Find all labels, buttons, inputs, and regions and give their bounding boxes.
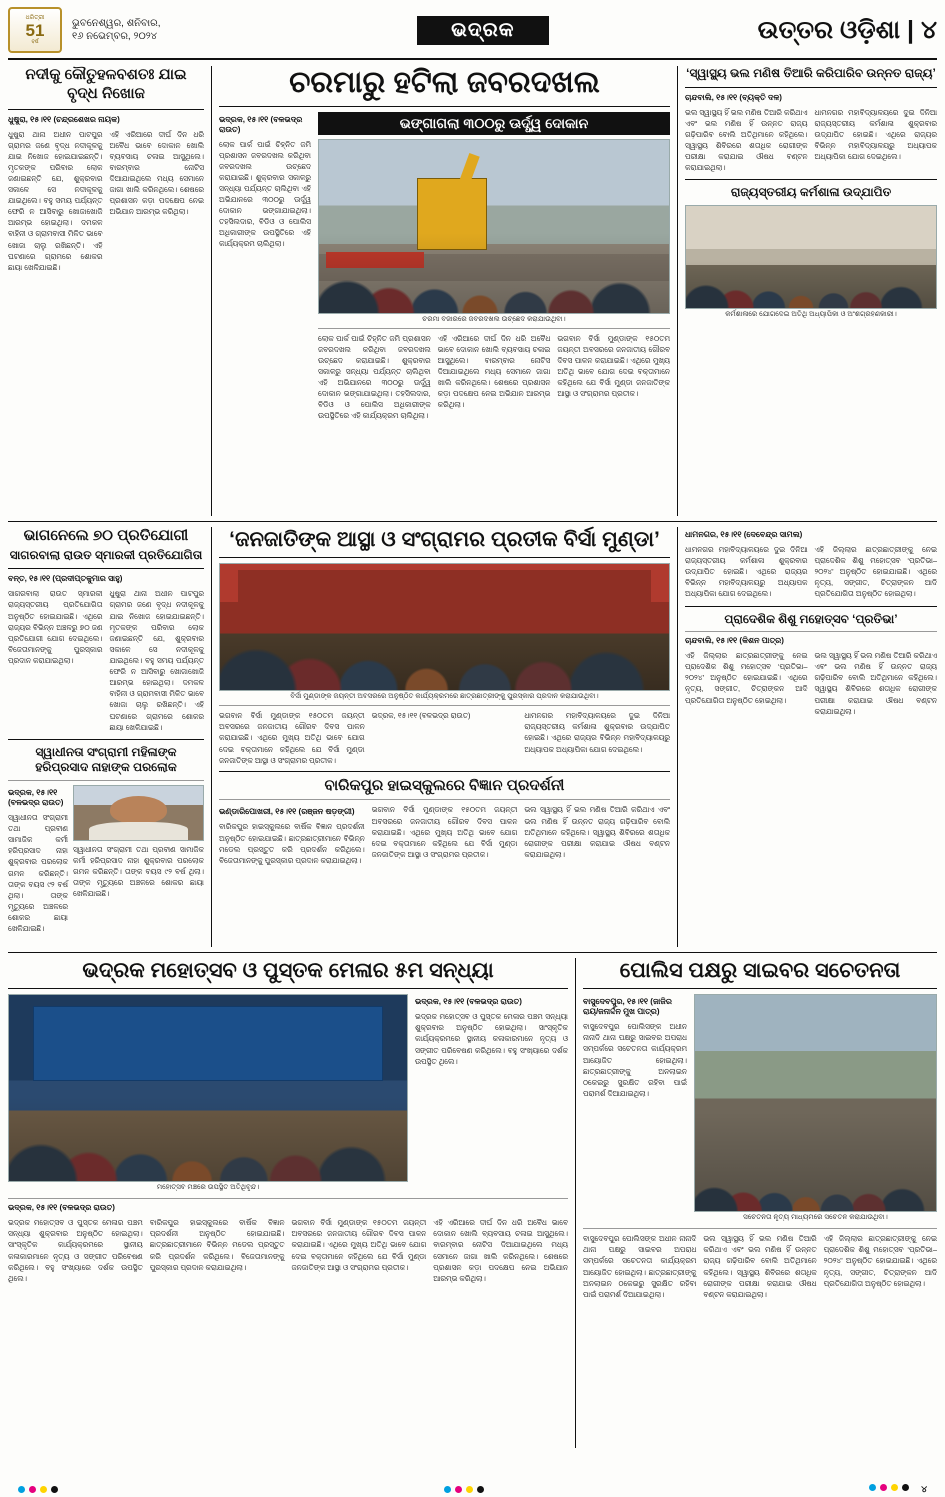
logo-top-text: ଧରିତ୍ରୀ — [25, 15, 45, 21]
masthead — [8, 6, 937, 60]
logo-volume-number: 51 — [25, 21, 45, 40]
masthead-divider: | — [907, 15, 921, 44]
right-top-byline: ଚାନ୍ଦବାଲି, ୧୫।୧୧ (ବ୍ୟକ୍ତି ଦଳ) — [685, 92, 782, 102]
obituary-portrait-photo — [73, 785, 204, 841]
cyber-awareness-dance-photo — [694, 994, 937, 1212]
edition-chip: ଭଦ୍ରକ — [417, 16, 548, 45]
center-bottom-byline: ଭଣ୍ଡାରିପୋଖରୀ, ୧୫।୧୧ (ରଞ୍ଜନ ଷଡ଼ଙ୍ଗୀ) — [219, 807, 355, 817]
left-column-top — [8, 66, 204, 516]
yellow-dot-3 — [891, 1484, 898, 1491]
right-bottom-text-a: ଏହି ଜିଲ୍ଲାର ଛାତ୍ରଛାତ୍ରୀଙ୍କୁ ନେଇ ପ୍ରାଦେଶିକ ଶିଶୁ ମହୋତ୍ସବ ‘ପ୍ରତିଭା–୨୦୨୪’ ଅନୁଷ୍ଠିତ ହୋଇଯାଇଛି। ଏଥିରେ ନୃତ୍ୟ, ସଙ୍ଗୀତ, ଚିତ୍ରାଙ୍କନ ଆଦି ପ୍ରତିଯୋଗିତା ଅନୁଷ୍ଠିତ ହୋଇଥିଲା। — [685, 651, 808, 705]
bottom-left-intro: ଭଦ୍ରକ ମହୋତ୍ସବ ଓ ପୁସ୍ତକ ମେଳାର ପଞ୍ଚମ ସନ୍ଧ୍ୟା ଶୁକ୍ରବାର ଅନୁଷ୍ଠିତ ହୋଇଥିଲା। ସାଂସ୍କୃତିକ କାର୍ଯ୍ୟକ୍ରମରେ ସ୍ଥାନୀୟ କଳାକାରମାନେ ନୃତ୍ୟ ଓ ସଙ୍ଗୀତ ପରିବେଷଣ କରିଥିଲେ। ବହୁ ସଂଖ୍ୟାରେ ଦର୍ଶକ ଉପସ୍ଥିତ ଥିଲେ। — [415, 1012, 568, 1066]
left-mid-text-a: ସାଗରବାଲା ରାଉତ ସ୍ମାରକୀ ରାଜ୍ୟସ୍ତରୀୟ ପ୍ରତିଯୋଗିତା ଅନୁଷ୍ଠିତ ହୋଇଯାଇଛି। ଏଥିରେ ରାଜ୍ୟର ବିଭିନ୍ନ ଅଞ୍ଚଳରୁ ୭୦ ଜଣ ପ୍ରତିଯୋଗୀ ଯୋଗ ଦେଇଥିଲେ। ବିଜେତାମାନଙ୍କୁ ପୁରସ୍କାର ପ୍ରଦାନ କରାଯାଇଥିଲା। — [8, 589, 103, 665]
footer-folio: ୪ — [921, 1483, 927, 1494]
workshop-photo — [685, 205, 937, 309]
bottom-left-text-1: ଭଦ୍ରକ ମହୋତ୍ସବ ଓ ପୁସ୍ତକ ମେଳାର ପଞ୍ଚମ ସନ୍ଧ୍ୟା ଶୁକ୍ରବାର ଅନୁଷ୍ଠିତ ହୋଇଥିଲା। ସାଂସ୍କୃତିକ କାର୍ଯ୍ୟକ୍ରମରେ ସ୍ଥାନୀୟ କଳାକାରମାନେ ନୃତ୍ୟ ଓ ସଙ୍ଗୀତ ପରିବେଷଣ କରିଥିଲେ। ବହୁ ସଂଖ୍ୟାରେ ଦର୍ଶକ ଉପସ୍ଥିତ ଥିଲେ। — [8, 1218, 143, 1283]
bottom-left-story — [8, 958, 568, 1448]
left-mid-text-b: ଧୁଷୁରା ଥାନା ଅଧୀନ ପାଟପୁର ଗ୍ରାମର ଜଣେ ବୃଦ୍ଧ ନଦୀକୂଳକୁ ଯାଇ ନିଖୋଜ ହୋଇଯାଇଛନ୍ତି। ମୃତକଙ୍କ ପରିବାର ଲୋକ ଜଣାଇଛନ୍ତି ଯେ, ଶୁକ୍ରବାର ସକାଳେ ସେ ନଦୀକୂଳକୁ ଯାଇଥିଲେ। ବହୁ ସମୟ ପର୍ଯ୍ୟନ୍ତ ଫେରି ନ ଆସିବାରୁ ଖୋଜାଖୋଜି ଆରମ୍ଭ ହୋଇଥିଲା। ଦମକଳ ବାହିନୀ ଓ ଗ୍ରାମବାସୀ ମିଳିତ ଭାବେ ଖୋଜା ଚାଲୁ ରଖିଛନ୍ତି। ଏହି ଘଟଣାରେ ଗ୍ରାମରେ ଶୋକର ଛାୟା ଖେଳିଯାଇଛି। — [109, 589, 204, 732]
publication-logo — [8, 7, 62, 53]
lead-headline: ଚରମାରୁ ହଟିଲା ଜବରଦଖଲ — [289, 66, 600, 99]
color-dots-center — [444, 1486, 484, 1493]
bottom-left-text-2: ବାରିକପୁର ହାଇସ୍କୁଲରେ ବାର୍ଷିକ ବିଜ୍ଞାନ ପ୍ରଦର୍ଶନୀ ଅନୁଷ୍ଠିତ ହୋଇଯାଇଛି। ଛାତ୍ରଛାତ୍ରୀମାନେ ବିଭିନ୍ନ ମଡେଲ ପ୍ରସ୍ତୁତ କରି ପ୍ରଦର୍ଶନ କରିଥିଲେ। ବିଜେତାମାନଙ୍କୁ ପୁରସ୍କାର ପ୍ରଦାନ କରାଯାଇଥିଲା। — [149, 1218, 285, 1272]
lead-subheadline: ଭଙ୍ଗାଗଲା ୩୦୦ରୁ ଊର୍ଦ୍ଧ୍ୱ ଦୋକାନ — [318, 112, 670, 135]
band-middle — [8, 527, 937, 947]
center-mid-headline: ‘ଜନଜାତିଙ୍କ ଆସ୍ଥା ଓ ସଂଗ୍ରାମର ପ୍ରତୀକ ବିର୍ସା ମୁଣ୍ଡା’ — [229, 528, 660, 551]
band-lead — [8, 66, 937, 516]
bottom-right-text-3: ଏହି ଜିଲ୍ଲାର ଛାତ୍ରଛାତ୍ରୀଙ୍କୁ ନେଇ ପ୍ରାଦେଶିକ ଶିଶୁ ମହୋତ୍ସବ ‘ପ୍ରତିଭା–୨୦୨୪’ ଅନୁଷ୍ଠିତ ହୋଇଯାଇଛି। ଏଥିରେ ନୃତ୍ୟ, ସଙ୍ଗୀତ, ଚିତ୍ରାଙ୍କନ ଆଦି ପ୍ରତିଯୋଗିତା ଅନୁଷ୍ଠିତ ହୋଇଥିଲା। — [823, 1234, 937, 1288]
right-top-headline: ‘ସ୍ୱାସ୍ଥ୍ୟ ଭଲ ମଣିଷ ତିଆରି କରିପାରିବ ଉନ୍ନତ ରାଜ୍ୟ’ — [686, 66, 936, 80]
logo-bottom-text: ବର୍ଷ — [31, 39, 39, 45]
festival-stage-photo — [8, 994, 408, 1182]
right-bottom-text-b: ଭଲ ସ୍ୱାସ୍ଥ୍ୟ ହିଁ ଭଲ ମଣିଷ ତିଆରି କରିଥାଏ ଏବଂ ଭଲ ମଣିଷ ହିଁ ଉନ୍ନତ ରାଜ୍ୟ ଗଢ଼ିପାରିବ ବୋଲି ଅତିଥିମାନେ କହିଥିଲେ। ସ୍ୱାସ୍ଥ୍ୟ ଶିବିରରେ ଶତାଧିକ ରୋଗୀଙ୍କ ପରୀକ୍ଷା କରାଯାଇ ଔଷଧ ବଣ୍ଟନ କରାଯାଇଥିଲା। — [814, 651, 937, 716]
center-bottom-headline: ବାରିକପୁର ହାଇସ୍କୁଲରେ ବିଜ୍ଞାନ ପ୍ରଦର୍ଶନୀ — [324, 776, 565, 794]
center-bottom-text-2: ଭଗବାନ ବିର୍ସା ମୁଣ୍ଡାଙ୍କ ୧୫୦ତମ ଜୟନ୍ତୀ ଅବସରରେ ଜନଜାତୀୟ ଗୌରବ ଦିବସ ପାଳନ କରାଯାଇଛି। ଏଥିରେ ମୁଖ୍ୟ ଅତିଥି ଭାବେ ଯୋଗ ଦେଇ ବକ୍ତାମାନେ କହିଥିଲେ ଯେ ବିର୍ସା ମୁଣ୍ଡା ଜନଜାତିଙ୍କ ଆସ୍ଥା ଓ ସଂଗ୍ରାମର ପ୍ରତୀକ। — [371, 805, 518, 859]
left-top-byline: ଧୁଷୁରା, ୧୫।୧୧ (ଚନ୍ଦ୍ରଶେଖର ନାୟକ) — [8, 114, 120, 124]
right-mid-text-b: ଏହି ଜିଲ୍ଲାର ଛାତ୍ରଛାତ୍ରୀଙ୍କୁ ନେଇ ପ୍ରାଦେଶିକ ଶିଶୁ ମହୋତ୍ସବ ‘ପ୍ରତିଭା–୨୦୨୪’ ଅନୁଷ୍ଠିତ ହୋଇଯାଇଛି। ଏଥିରେ ନୃତ୍ୟ, ସଙ୍ଗୀତ, ଚିତ୍ରାଙ୍କନ ଆଦି ପ୍ରତିଯୋଗିତା ଅନୁଷ୍ଠିତ ହୋଇଥିଲା। — [814, 545, 937, 599]
left-bottom-byline: ଭଦ୍ରକ, ୧୫।୧୧ (ବଳଭଦ୍ର ରାଉତ) — [8, 787, 64, 807]
lead-side-text: ଲୋକ ପାର୍କ ପାଇଁ ଚିହ୍ନିତ ଜମି ପ୍ରଶାସନ ଜବରଦଖଲ କରିଥିବା ଜବରଦଖଲ ଉଚ୍ଛେଦ କରାଯାଇଛି। ଶୁକ୍ରବାର ସକାଳରୁ ସନ୍ଧ୍ୟା ପର୍ଯ୍ୟନ୍ତ ଚାଲିଥିବା ଏହି ଅଭିଯାନରେ ୩୦୦ରୁ ଊର୍ଦ୍ଧ୍ୱ ଦୋକାନ ଭଙ୍ଗାଯାଇଥିଲା। ତହସିଲଦାର, ବିଡିଓ ଓ ପୋଲିସ ଅଧିକାରୀଙ୍କ ଉପସ୍ଥିତିରେ ଏହି କାର୍ଯ୍ୟକ୍ରମ ଚାଲିଥିଲା। — [219, 139, 311, 249]
color-dots-right — [869, 1484, 927, 1495]
page-number: ୪ — [920, 15, 937, 44]
left-bottom-headline: ସ୍ୱାଧୀନତା ସଂଗ୍ରାମୀ ମହିଳାଙ୍କ ହରିପ୍ରସାଦ ନାହାଙ୍କ ପରଲୋକ — [35, 744, 177, 775]
left-bottom-text-b: ସ୍ୱାଧୀନତା ସଂଗ୍ରାମୀ ତଥା ପ୍ରବୀଣ ସାମାଜିକ କର୍ମୀ ହରିପ୍ରସାଦ ନାହା ଶୁକ୍ରବାର ପରଲୋକ ଗମନ କରିଛନ୍ତି। ତାଙ୍କ ବୟସ ୯୨ ବର୍ଷ ଥିଲା। ତାଙ୍କ ମୃତ୍ୟୁରେ ଅଞ୍ଚଳରେ ଶୋକର ଛାୟା ଖେଳିଯାଇଛି। — [73, 844, 204, 899]
bottom-left-headline: ଭଦ୍ରକ ମହୋତ୍ସବ ଓ ପୁସ୍ତକ ମେଳାର ୫ମ ସନ୍ଧ୍ୟା — [82, 959, 494, 982]
cyan-dot-3 — [869, 1484, 876, 1491]
right-bottom-byline: ଚାନ୍ଦବାଲି, ୧୫।୧୧ (କିଶନ ପାତ୍ର) — [685, 636, 784, 646]
registration-color-bar — [0, 1481, 945, 1497]
masthead-region — [744, 16, 937, 45]
band-bottom — [8, 958, 937, 1448]
left-mid-headline: ଭାଗନେଲେ ୭୦ ପ୍ରତିଯୋଗୀ — [23, 527, 189, 544]
yellow-dot-2 — [466, 1486, 473, 1493]
lead-text-2: ଏହି ଏରିଆରେ ଦୀର୍ଘ ଦିନ ଧରି ଅବୈଧ ଭାବେ ଦୋକାନ ଖୋଲି ବ୍ୟବସାୟ ଚଳାଇ ଆସୁଥିଲେ। ବାରମ୍ବାର ନୋଟିସ ଦିଆଯାଇଥିଲେ ମଧ୍ୟ ସେମାନେ ଜାଗା ଖାଲି କରିନଥିଲେ। ଶେଷରେ ପ୍ରଶାସନ କଡ଼ା ପଦକ୍ଷେପ ନେଇ ଅଭିଯାନ ଆରମ୍ଭ କରିଥିଲା। — [437, 333, 551, 410]
region-title: ଉତ୍ତର ଓଡ଼ିଶା — [757, 15, 901, 44]
right-mid-headline: ରାଜ୍ୟସ୍ତରୀୟ କର୍ମଶାଳା ଉଦ୍‌ଯାପିତ — [730, 185, 892, 200]
bottom-left-byline: ଭଦ୍ରକ, ୧୫।୧୧ (ବଳଭଦ୍ର ରାଉତ) — [415, 997, 522, 1007]
center-mid-text-2: ଭଦ୍ରକ, ୧୫।୧୧ (ବଳଭଦ୍ର ରାଉତ) — [371, 711, 471, 721]
left-top-headline: ନଦୀକୁ କୌତୁହଳବଶତଃ ଯାଇ ବୃଦ୍ଧ ନିଖୋଜ — [25, 66, 187, 102]
right-bottom-headline: ପ୍ରାଦେଶିକ ଶିଶୁ ମହୋତ୍ସବ ‘ପ୍ରତିଭା’ — [724, 611, 898, 626]
right-top-text-b: ଧାମନଗର ମହାବିଦ୍ୟାଳୟରେ ଦୁଇ ଦିନିଆ ରାଜ୍ୟସ୍ତରୀୟ କର୍ମଶାଳା ଶୁକ୍ରବାର ଉଦ୍‌ଯାପିତ ହୋଇଛି। ଏଥିରେ ରାଜ୍ୟର ବିଭିନ୍ନ ମହାବିଦ୍ୟାଳୟରୁ ଅଧ୍ୟାପକ ଅଧ୍ୟାପିକା ଯୋଗ ଦେଇଥିଲେ। — [814, 107, 937, 162]
black-dot — [51, 1486, 58, 1493]
left-top-text-b: ଏହି ଏରିଆରେ ଦୀର୍ଘ ଦିନ ଧରି ଅବୈଧ ଭାବେ ଦୋକାନ ଖୋଲି ବ୍ୟବସାୟ ଚଳାଇ ଆସୁଥିଲେ। ବାରମ୍ବାର ନୋଟିସ ଦିଆଯାଇଥିଲେ ମଧ୍ୟ ସେମାନେ ଜାଗା ଖାଲି କରିନଥିଲେ। ଶେଷରେ ପ୍ରଶାସନ କଡ଼ା ପଦକ୍ଷେପ ନେଇ ଅଭିଯାନ ଆରମ୍ଭ କରିଥିଲା। — [109, 129, 204, 217]
dateline-place: ଭୁବନେଶ୍ୱର, ଶନିବାର, — [72, 17, 161, 29]
dateline-date: ୧୬ ନଭେମ୍ବର, ୨୦୨୪ — [72, 31, 158, 42]
center-bottom-text-1: ବାରିକପୁର ହାଇସ୍କୁଲରେ ବାର୍ଷିକ ବିଜ୍ଞାନ ପ୍ରଦର୍ଶନୀ ଅନୁଷ୍ଠିତ ହୋଇଯାଇଛି। ଛାତ୍ରଛାତ୍ରୀମାନେ ବିଭିନ୍ନ ମଡେଲ ପ୍ରସ୍ତୁତ କରି ପ୍ରଦର୍ଶନ କରିଥିଲେ। ବିଜେତାମାନଙ୍କୁ ପୁରସ୍କାର ପ୍ରଦାନ କରାଯାଇଥିଲା। — [219, 822, 365, 865]
color-dots-left — [18, 1486, 58, 1493]
center-mid-text-1: ଭଗବାନ ବିର୍ସା ମୁଣ୍ଡାଙ୍କ ୧୫୦ତମ ଜୟନ୍ତୀ ଅବସରରେ ଜନଜାତୀୟ ଗୌରବ ଦିବସ ପାଳନ କରାଯାଇଛି। ଏଥିରେ ମୁଖ୍ୟ ଅତିଥି ଭାବେ ଯୋଗ ଦେଇ ବକ୍ତାମାନେ କହିଥିଲେ ଯେ ବିର୍ସା ମୁଣ୍ଡା ଜନଜାତିଙ୍କ ଆସ୍ଥା ଓ ସଂଗ୍ରାମର ପ୍ରତୀକ। — [219, 711, 365, 765]
magenta-dot — [29, 1486, 36, 1493]
birsa-munda-photo-caption: ବିର୍ସା ମୁଣ୍ଡାଙ୍କ ଜୟନ୍ତୀ ଅବସରରେ ଅନୁଷ୍ଠିତ କାର୍ଯ୍ୟକ୍ରମରେ ଛାତ୍ରଛାତ୍ରୀଙ୍କୁ ପୁରସ୍କାର ପ୍ରଦାନ କରାଯାଉଥିବା। — [290, 693, 599, 701]
lead-side-column — [219, 112, 311, 422]
bottom-left-byline-2: ଭଦ୍ରକ, ୧୫।୧୧ (ବଳଭଦ୍ର ରାଉତ) — [8, 1203, 115, 1213]
right-mid-text-a: ଧାମନଗର ମହାବିଦ୍ୟାଳୟରେ ଦୁଇ ଦିନିଆ ରାଜ୍ୟସ୍ତରୀୟ କର୍ମଶାଳା ଶୁକ୍ରବାର ଉଦ୍‌ଯାପିତ ହୋଇଛି। ଏଥିରେ ରାଜ୍ୟର ବିଭିନ୍ନ ମହାବିଦ୍ୟାଳୟରୁ ଅଧ୍ୟାପକ ଅଧ୍ୟାପିକା ଯୋଗ ଦେଇଥିଲେ। — [685, 545, 808, 599]
bottom-right-text-1: ବାସୁଦେବପୁର ପୋଲିସଙ୍କ ଅଧୀନ ନାନାଦି ଥାନା ପକ୍ଷରୁ ସାଇବର ଅପରାଧ ସମ୍ପର୍କରେ ସଚେତନତା କାର୍ଯ୍ୟକ୍ରମ ଆୟୋଜିତ ହୋଇଥିଲା। ଛାତ୍ରଛାତ୍ରୀଙ୍କୁ ଅନଲାଇନ ଠକେଇରୁ ସୁରକ୍ଷିତ ରହିବା ପାଇଁ ପରାମର୍ଶ ଦିଆଯାଇଥିଲା। — [583, 1234, 697, 1299]
birsa-munda-award-photo — [219, 563, 670, 691]
cyan-dot-2 — [444, 1486, 451, 1493]
left-bottom-text-a: ସ୍ୱାଧୀନତା ସଂଗ୍ରାମୀ ତଥା ପ୍ରବୀଣ ସାମାଜିକ କର୍ମୀ ହରିପ୍ରସାଦ ନାହା ଶୁକ୍ରବାର ପରଲୋକ ଗମନ କରିଛନ୍ତି। ତାଙ୍କ ବୟସ ୯୨ ବର୍ଷ ଥିଲା। ତାଙ୍କ ମୃତ୍ୟୁରେ ଅଞ୍ଚଳରେ ଶୋକର ଛାୟା ଖେଳିଯାଇଛି। — [8, 812, 68, 934]
left-mid-subhead: ସାଗରବାଲା ରାଉତ ସ୍ମାରକୀ ପ୍ରତିଯୋଗିତା — [9, 547, 203, 562]
black-dot-2 — [477, 1486, 484, 1493]
masthead-dateline — [72, 17, 222, 44]
left-top-text-a: ଧୁଷୁରା ଥାନା ଅଧୀନ ପାଟପୁର ଗ୍ରାମର ଜଣେ ବୃଦ୍ଧ ନଦୀକୂଳକୁ ଯାଇ ନିଖୋଜ ହୋଇଯାଇଛନ୍ତି। ମୃତକଙ୍କ ପରିବାର ଲୋକ ଜଣାଇଛନ୍ତି ଯେ, ଶୁକ୍ରବାର ସକାଳେ ସେ ନଦୀକୂଳକୁ ଯାଇଥିଲେ। ବହୁ ସମୟ ପର୍ଯ୍ୟନ୍ତ ଫେରି ନ ଆସିବାରୁ ଖୋଜାଖୋଜି ଆରମ୍ଭ ହୋଇଥିଲା। ଦମକଳ ବାହିନୀ ଓ ଗ୍ରାମବାସୀ ମିଳିତ ଭାବେ ଖୋଜା ଚାଲୁ ରଖିଛନ୍ତି। ଏହି ଘଟଣାରେ ଗ୍ରାମରେ ଶୋକର ଛାୟା ଖେଳିଯାଇଛି। — [8, 129, 103, 272]
lead-text-3: ଭଗବାନ ବିର୍ସା ମୁଣ୍ଡାଙ୍କ ୧୫୦ତମ ଜୟନ୍ତୀ ଅବସରରେ ଜନଜାତୀୟ ଗୌରବ ଦିବସ ପାଳନ କରାଯାଇଛି। ଏଥିରେ ମୁଖ୍ୟ ଅତିଥି ଭାବେ ଯୋଗ ଦେଇ ବକ୍ତାମାନେ କହିଥିଲେ ଯେ ବିର୍ସା ମୁଣ୍ଡା ଜନଜାତିଙ୍କ ଆସ୍ଥା ଓ ସଂଗ୍ରାମର ପ୍ରତୀକ। — [557, 333, 671, 399]
yellow-dot — [40, 1486, 47, 1493]
cyber-photo-caption: ସଚେତନତା ନୃତ୍ୟ ମାଧ୍ୟମରେ ସଚେତନ କରାଯାଉଥିବା। — [743, 1214, 888, 1222]
lead-byline: ଭଦ୍ରକ, ୧୫।୧୧ (ବଳଭଦ୍ର ରାଉତ) — [219, 114, 303, 134]
bottom-right-story — [583, 958, 937, 1448]
bottom-right-text-2: ଭଲ ସ୍ୱାସ୍ଥ୍ୟ ହିଁ ଭଲ ମଣିଷ ତିଆରି କରିଥାଏ ଏବଂ ଭଲ ମଣିଷ ହିଁ ଉନ୍ନତ ରାଜ୍ୟ ଗଢ଼ିପାରିବ ବୋଲି ଅତିଥିମାନେ କହିଥିଲେ। ସ୍ୱାସ୍ଥ୍ୟ ଶିବିରରେ ଶତାଧିକ ରୋଗୀଙ୍କ ପରୀକ୍ଷା କରାଯାଇ ଔଷଧ ବଣ୍ଟନ କରାଯାଇଥିଲା। — [703, 1234, 817, 1299]
magenta-dot-2 — [455, 1486, 462, 1493]
lead-text-1: ଲୋକ ପାର୍କ ପାଇଁ ଚିହ୍ନିତ ଜମି ପ୍ରଶାସନ ଜବରଦଖଲ କରିଥିବା ଜବରଦଖଲ ଉଚ୍ଛେଦ କରାଯାଇଛି। ଶୁକ୍ରବାର ସକାଳରୁ ସନ୍ଧ୍ୟା ପର୍ଯ୍ୟନ୍ତ ଚାଲିଥିବା ଏହି ଅଭିଯାନରେ ୩୦୦ରୁ ଊର୍ଦ୍ଧ୍ୱ ଦୋକାନ ଭଙ୍ଗାଯାଇଥିଲା। ତହସିଲଦାର, ବିଡିଓ ଓ ପୋଲିସ ଅଧିକାରୀଙ୍କ ଉପସ୍ଥିତିରେ ଏହି କାର୍ଯ୍ୟକ୍ରମ ଚାଲିଥିଲା। — [318, 333, 431, 421]
center-column-mid — [219, 527, 670, 947]
bottom-right-headline: ପୋଲିସ ପକ୍ଷରୁ ସାଇବର ସଚେତନତା — [619, 959, 901, 982]
demolition-photo — [318, 139, 670, 314]
left-column-mid — [8, 527, 204, 947]
workshop-photo-caption: କର୍ମଶାଳାରେ ଯୋଗଦେଇ ଅତିଥି ଅଧ୍ୟାପିକା ଓ ଅଂଶଗ୍ରହଣକାରୀ। — [725, 310, 897, 318]
bottom-right-byline: ବାସୁଦେବପୁର, ୧୫।୧୧ (ଜାଜିର ରାୟ/ଜନାର୍ଦ୍ଦନ ମୁଖ ପାତ୍ର) — [583, 997, 672, 1017]
bottom-left-text-3: ଭଗବାନ ବିର୍ସା ମୁଣ୍ଡାଙ୍କ ୧୫୦ତମ ଜୟନ୍ତୀ ଅବସରରେ ଜନଜାତୀୟ ଗୌରବ ଦିବସ ପାଳନ କରାଯାଇଛି। ଏଥିରେ ମୁଖ୍ୟ ଅତିଥି ଭାବେ ଯୋଗ ଦେଇ ବକ୍ତାମାନେ କହିଥିଲେ ଯେ ବିର୍ସା ମୁଣ୍ଡା ଜନଜାତିଙ୍କ ଆସ୍ଥା ଓ ସଂଗ୍ରାମର ପ୍ରତୀକ। — [291, 1218, 427, 1272]
bottom-right-intro: ବାସୁଦେବପୁର ପୋଲିସଙ୍କ ଅଧୀନ ନାନାଦି ଥାନା ପକ୍ଷରୁ ସାଇବର ଅପରାଧ ସମ୍ପର୍କରେ ସଚେତନତା କାର୍ଯ୍ୟକ୍ରମ ଆୟୋଜିତ ହୋଇଥିଲା। ଛାତ୍ରଛାତ୍ରୀଙ୍କୁ ଅନଲାଇନ ଠକେଇରୁ ସୁରକ୍ଷିତ ରହିବା ପାଇଁ ପରାମର୍ଶ ଦିଆଯାଇଥିଲା। — [583, 1022, 687, 1098]
right-column-top — [685, 66, 937, 516]
lead-story — [219, 66, 670, 516]
demolition-photo-caption: ଚରମା ବଜାରରେ ଜବରଦଖଲ ଉଚ୍ଛେଦ କରାଯାଉଥିବା। — [422, 315, 566, 323]
center-bottom-text-3: ଭଲ ସ୍ୱାସ୍ଥ୍ୟ ହିଁ ଭଲ ମଣିଷ ତିଆରି କରିଥାଏ ଏବଂ ଭଲ ମଣିଷ ହିଁ ଉନ୍ନତ ରାଜ୍ୟ ଗଢ଼ିପାରିବ ବୋଲି ଅତିଥିମାନେ କହିଥିଲେ। ସ୍ୱାସ୍ଥ୍ୟ ଶିବିରରେ ଶତାଧିକ ରୋଗୀଙ୍କ ପରୀକ୍ଷା କରାଯାଇ ଔଷଧ ବଣ୍ଟନ କରାଯାଇଥିଲା। — [524, 805, 671, 859]
left-mid-byline: ବନ୍ତ, ୧୫।୧୧ (ପ୍ରଦୀପ୍ତକୁମାର ସାହୁ) — [8, 574, 123, 584]
right-top-text-a: ଭଲ ସ୍ୱାସ୍ଥ୍ୟ ହିଁ ଭଲ ମଣିଷ ତିଆରି କରିଥାଏ ଏବଂ ଭଲ ମଣିଷ ହିଁ ଉନ୍ନତ ରାଜ୍ୟ ଗଢ଼ିପାରିବ ବୋଲି ଅତିଥିମାନେ କହିଥିଲେ। ସ୍ୱାସ୍ଥ୍ୟ ଶିବିରରେ ଶତାଧିକ ରୋଗୀଙ୍କ ପରୀକ୍ଷା କରାଯାଇ ଔଷଧ ବଣ୍ଟନ କରାଯାଇଥିଲା। — [685, 107, 808, 173]
black-dot-3 — [902, 1484, 909, 1491]
magenta-dot-3 — [880, 1484, 887, 1491]
right-mid-byline: ଧାମନଗର, ୧୫।୧୧ (ଦେବେନ୍ଦ୍ର ସାମଲ) — [685, 530, 803, 539]
right-column-mid — [685, 527, 937, 947]
center-mid-text-3: ଧାମନଗର ମହାବିଦ୍ୟାଳୟରେ ଦୁଇ ଦିନିଆ ରାଜ୍ୟସ୍ତରୀୟ କର୍ମଶାଳା ଶୁକ୍ରବାର ଉଦ୍‌ଯାପିତ ହୋଇଛି। ଏଥିରେ ରାଜ୍ୟର ବିଭିନ୍ନ ମହାବିଦ୍ୟାଳୟରୁ ଅଧ୍ୟାପକ ଅଧ୍ୟାପିକା ଯୋଗ ଦେଇଥିଲେ। — [524, 711, 671, 754]
masthead-edition — [222, 16, 744, 45]
cyan-dot — [18, 1486, 25, 1493]
festival-photo-caption: ମହୋତ୍ସବ ମଞ୍ଚରେ ଉପସ୍ଥିତ ଅତିଥିବୃନ୍ଦ। — [156, 1184, 260, 1192]
lead-main — [318, 112, 670, 422]
bottom-left-text-4: ଏହି ଏରିଆରେ ଦୀର୍ଘ ଦିନ ଧରି ଅବୈଧ ଭାବେ ଦୋକାନ ଖୋଲି ବ୍ୟବସାୟ ଚଳାଇ ଆସୁଥିଲେ। ବାରମ୍ବାର ନୋଟିସ ଦିଆଯାଇଥିଲେ ମଧ୍ୟ ସେମାନେ ଜାଗା ଖାଲି କରିନଥିଲେ। ଶେଷରେ ପ୍ରଶାସନ କଡ଼ା ପଦକ୍ଷେପ ନେଇ ଅଭିଯାନ ଆରମ୍ଭ କରିଥିଲା। — [433, 1218, 568, 1283]
